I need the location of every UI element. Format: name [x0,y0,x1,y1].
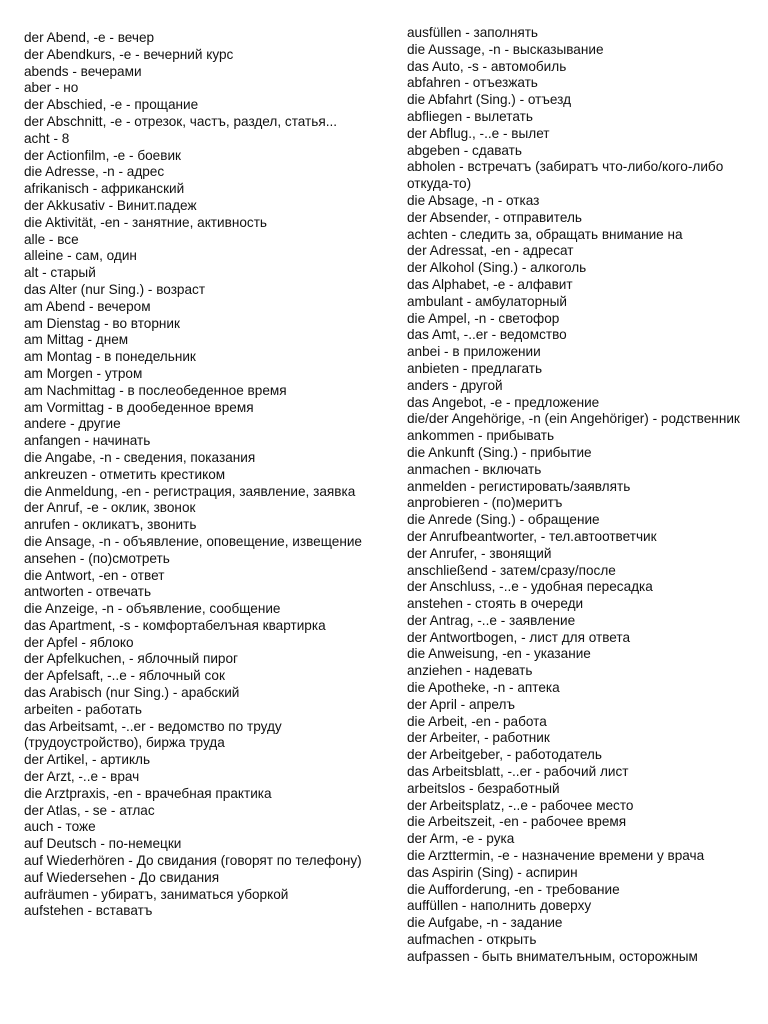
vocab-entry: am Dienstag - во вторник [24,315,180,331]
vocab-entry: am Mittag - днем [24,332,129,348]
vocab-entry: das Arbeitsblatt, -..er - рабочий лист [407,764,629,780]
vocab-entry: die Ankunft (Sing.) - прибытие [407,444,592,460]
vocab-entry: auffüllen - наполнить доверху [407,898,592,914]
vocab-entry: der Anrufbeantworter, - тел.автоответчик [407,528,657,544]
vocab-entry: der Apfelkuchen, - яблочный пирог [24,651,238,667]
vocab-entry: der Arbeitgeber, - работодатель [407,747,602,763]
vocab-entry: am Morgen - утром [24,365,143,381]
vocab-entry: abgeben - сдавать [407,142,522,158]
vocab-entry: aufräumen - убиратъ, заниматься уборкой [24,886,289,902]
vocab-entry: die Aussage, -n - высказывание [407,41,604,57]
vocab-entry: anmelden - регистировать/заявлять [407,478,631,494]
vocab-entry: aufmachen - открыть [407,932,537,948]
vocab-entry: ausfüllen - заполнять [407,25,539,40]
vocab-entry: am Abend - вечером [24,298,151,314]
vocab-entry: der Absender, - отправитель [407,209,582,225]
vocab-entry: die Ansage, -n - объявление, оповещение, извещение [24,533,362,549]
vocab-entry: anbei - в приложении [407,344,541,360]
vocab-entry: abends - вечерами [24,63,142,79]
vocab-entry: der Alkohol (Sing.) - алкоголь [407,260,587,276]
vocab-entry: die Anweisung, -en - указание [407,646,591,662]
vocab-entry: die Anmeldung, -en - регистрация, заявление, заявка [24,483,356,499]
vocab-entry: der Anschluss, -..e - удобная пересадка [407,579,653,595]
vocab-entry: das Auto, -s - автомобиль [407,58,567,74]
vocab-entry: auf Wiederhören - До свидания (говорят по телефону) [24,853,362,869]
vocab-entry: der Abschnitt, -e - отрезок, частъ, раздел, статья... [24,113,338,129]
vocab-column-right [407,25,752,966]
vocab-entry: anstehen - стоять в очереди [407,596,584,612]
vocab-entry: arbeiten - работать [24,701,143,717]
vocab-entry: das Alphabet, -e - алфавит [407,276,573,292]
vocab-entry: auch - тоже [24,819,96,835]
vocab-entry: der Anruf, -e - оклик, звонок [24,500,196,516]
vocab-entry: achten - следить за, обращать внимание на [407,226,683,242]
vocab-entry: der Akkusativ - Винит.падеж [24,197,197,213]
vocab-entry: ankommen - прибывать [407,428,555,444]
vocab-entry: das Arbeitsamt, -..er - ведомство по труду (трудоустройство), биржа труда [24,718,282,751]
vocab-entry: das Arabisch (nur Sing.) - арабский [24,685,240,701]
vocab-entry: ankreuzen - отметить крестиком [24,466,226,482]
vocab-entry: der April - апрелъ [407,696,515,712]
vocab-entry: auf Deutsch - по-немецки [24,836,182,852]
vocab-entry: die Aufgabe, -n - задание [407,915,563,931]
vocab-entry: andere - другие [24,416,121,432]
vocab-entry: anschließend - затем/сразу/после [407,562,616,578]
vocab-entry: ambulant - амбулаторный [407,293,567,309]
vocab-entry: die Aktivität, -en - занятние, активность [24,214,268,230]
vocab-entry: der Arzt, -..e - врач [24,769,140,785]
vocab-entry: abfahren - отъезжать [407,75,538,91]
vocab-entry: alt - старый [24,265,96,281]
vocab-entry: die Anzeige, -n - объявление, сообщение [24,601,281,617]
vocab-entry: die Arzttermin, -e - назначение времени у врача [407,848,705,864]
vocab-entry: anprobieren - (по)меритъ [407,495,563,511]
vocab-entry: anders - другой [407,377,503,393]
vocab-entry: der Anrufer, - звонящий [407,545,552,561]
vocab-entry: ansehen - (по)смотреть [24,550,170,566]
vocab-entry: die Anrede (Sing.) - обращение [407,512,600,528]
vocab-entry: das Alter (nur Sing.) - возраст [24,281,206,297]
vocab-entry: die Abfahrt (Sing.) - отъезд [407,92,572,108]
vocab-entry: der Antwortbogen, - лист для ответа [407,629,631,645]
vocab-entry: der Atlas, - se - атлас [24,802,155,818]
vocab-entry: der Arbeiter, - работник [407,730,550,746]
vocab-entry: das Aspirin (Sing) - аспирин [407,864,578,880]
vocab-entry: die Arztpraxis, -en - врачебная практика [24,785,272,801]
vocab-entry: das Apartment, -s - комфортабелъная квартирка [24,617,326,633]
vocab-entry: der Arm, -e - рука [407,831,515,847]
vocab-entry: die Adresse, -n - адрес [24,164,165,180]
vocab-entry: der Antrag, -..e - заявление [407,612,576,628]
vocab-entry: aufstehen - вставатъ [24,903,153,919]
vocab-entry: die Arbeitszeit, -en - рабочее время [407,814,627,830]
vocab-entry: acht - 8 [24,130,70,146]
vocab-entry: die Absage, -n - отказ [407,192,540,208]
vocab-entry: die/der Angehörige, -n (ein Angehöriger) - родственник [407,411,740,427]
vocab-entry: am Montag - в понедельник [24,349,196,365]
vocab-entry: anrufen - окликатъ, звонить [24,517,197,533]
vocab-entry: die Apotheke, -n - аптека [407,680,560,696]
vocab-entry: der Apfelsaft, -..e - яблочный сок [24,668,225,684]
vocab-entry: die Angabe, -n - сведения, показания [24,449,256,465]
vocab-entry: die Antwort, -en - ответ [24,567,165,583]
vocab-entry: auf Wiedersehen - До свидания [24,869,220,885]
vocab-entry: am Nachmittag - в послеобеденное время [24,382,287,398]
vocab-entry: der Apfel - яблоко [24,634,134,650]
vocab-entry: der Abendkurs, -e - вечерний курс [24,46,234,62]
vocab-entry: abholen - встречатъ (забиратъ что-либо/кого-либо откуда-то) [407,159,724,192]
vocab-entry: afrikanisch - африканский [24,181,185,197]
vocab-entry: der Abflug., -..e - вылет [407,125,550,141]
vocab-entry: anziehen - надевать [407,663,533,679]
vocab-entry: das Amt, -..er - ведомство [407,327,567,343]
vocab-entry: das Angebot, -e - предложение [407,394,600,410]
vocab-column-left [24,30,376,920]
vocab-entry: anbieten - предлагать [407,360,543,376]
vocab-entry: alle - все [24,231,79,247]
vocab-entry: abfliegen - вылетать [407,108,533,124]
vocab-entry: der Artikel, - артикль [24,752,151,768]
vocab-entry: arbeitslos - безработный [407,780,560,796]
vocab-entry: der Actionfilm, -e - боевик [24,147,181,163]
vocab-entry: der Adressat, -en - адресат [407,243,574,259]
vocab-entry: aufpassen - быть внимателъным, осторожным [407,948,698,964]
vocab-entry: die Arbeit, -en - работа [407,713,547,729]
vocab-entry: anmachen - включать [407,461,542,477]
vocab-entry: die Ampel, -n - светофор [407,310,560,326]
vocab-entry: der Abschied, -e - прощание [24,97,199,113]
vocab-entry: alleine - сам, один [24,248,137,264]
vocab-entry: der Arbeitsplatz, -..e - рабочее место [407,797,634,813]
vocab-entry: der Abend, -e - вечер [24,30,155,45]
vocab-entry: aber - но [24,80,79,96]
vocab-entry: am Vormittag - в дообеденное время [24,399,254,415]
vocab-entry: die Aufforderung, -en - требование [407,881,620,897]
vocab-entry: anfangen - начинать [24,433,151,449]
vocab-entry: antworten - отвечать [24,584,152,600]
